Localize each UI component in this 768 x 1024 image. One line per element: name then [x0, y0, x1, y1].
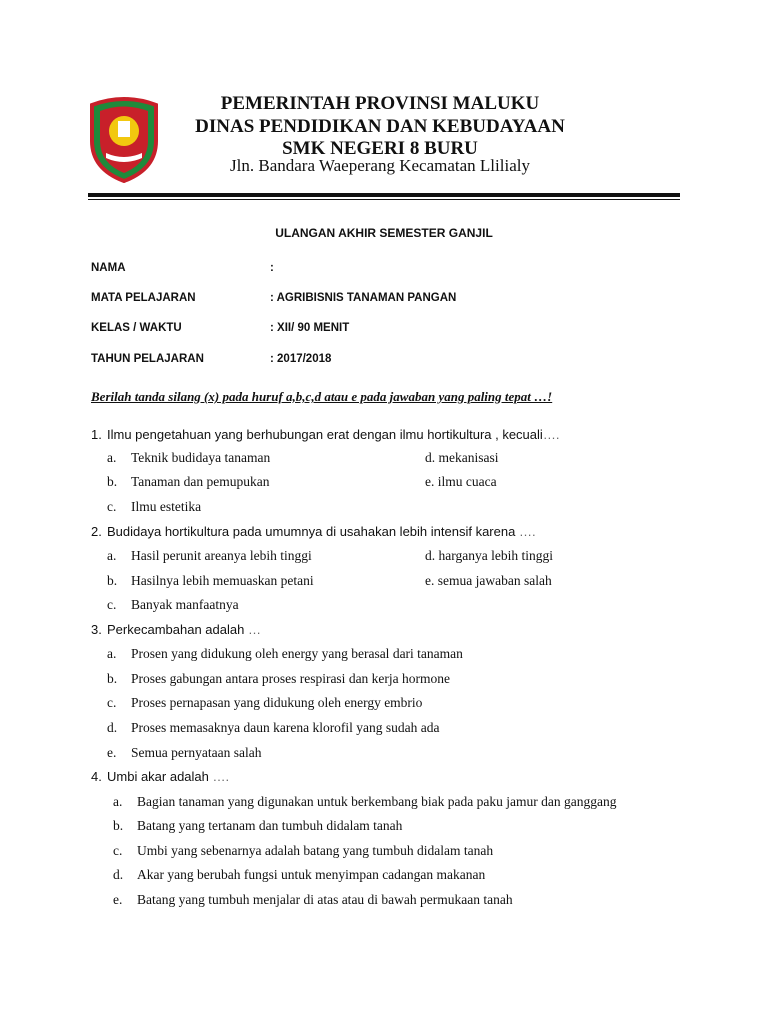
- q3-option-e[interactable]: [107, 745, 261, 761]
- q4-option-a[interactable]: [113, 794, 616, 810]
- q3-option-c[interactable]: [107, 695, 422, 711]
- info-label-subject: MATA PELAJARAN: [91, 292, 196, 304]
- option-letter: d.: [425, 548, 436, 563]
- option-text: ilmu cuaca: [437, 474, 497, 489]
- info-label-class-time: KELAS / WAKTU: [91, 322, 182, 334]
- info-label-school-year: TAHUN PELAJARAN: [91, 353, 204, 365]
- option-text: Proses pernapasan yang didukung oleh energy embrio: [131, 695, 423, 710]
- option-text: semua jawaban salah: [437, 573, 552, 588]
- header-school-name: SMK NEGERI 8 BURU: [282, 138, 478, 159]
- option-text: Bagian tanaman yang digunakan untuk berkembang biak pada paku jamur dan ganggang: [137, 794, 617, 809]
- option-text: Akar yang berubah fungsi untuk menyimpan cadangan makanan: [137, 867, 486, 882]
- option-letter: e.: [425, 573, 435, 588]
- info-value-name: :: [270, 262, 274, 274]
- question-text: Budidaya hortikultura pada umumnya di usahakan lebih intensif karena: [107, 524, 516, 539]
- q4-option-c[interactable]: [113, 843, 493, 859]
- option-text: Prosen yang didukung oleh energy yang berasal dari tanaman: [131, 646, 463, 661]
- option-letter: b.: [113, 818, 124, 833]
- header-address: Jln. Bandara Waeperang Kecamatan Llilialy: [230, 156, 530, 175]
- info-value-school-year: : 2017/2018: [270, 353, 332, 365]
- question-text: Ilmu pengetahuan yang berhubungan erat dengan ilmu hortikultura , kecuali: [107, 427, 543, 442]
- header-department: DINAS PENDIDIKAN DAN KEBUDAYAAN: [195, 116, 565, 137]
- option-letter: c.: [107, 499, 117, 514]
- option-text: Ilmu estetika: [131, 499, 202, 514]
- option-text: Batang yang tumbuh menjalar di atas atau di bawah permukaan tanah: [137, 892, 513, 907]
- q1-option-b[interactable]: [107, 474, 270, 490]
- question-dots: ….: [518, 524, 536, 539]
- q4-option-e[interactable]: [113, 892, 513, 908]
- option-letter: d.: [113, 867, 124, 882]
- question-dots: …: [247, 622, 261, 637]
- option-letter: a.: [107, 548, 117, 563]
- option-letter: e.: [107, 745, 117, 760]
- question-dots: ….: [212, 769, 230, 784]
- question-2: [91, 524, 536, 539]
- question-3: [91, 622, 261, 637]
- option-text: Hasil perunit areanya lebih tinggi: [131, 548, 312, 563]
- option-text: Banyak manfaatnya: [131, 597, 239, 612]
- question-text: Perkecambahan adalah: [107, 622, 245, 637]
- option-text: harganya lebih tinggi: [438, 548, 553, 563]
- question-number: 4.: [91, 769, 102, 784]
- option-text: Umbi yang sebenarnya adalah batang yang tumbuh didalam tanah: [137, 843, 494, 858]
- info-label-name: NAMA: [91, 262, 126, 274]
- question-dots: ….: [542, 427, 560, 442]
- option-letter: c.: [107, 597, 117, 612]
- option-letter: c.: [107, 695, 117, 710]
- q2-option-c[interactable]: [107, 597, 239, 613]
- option-text: Semua pernyataan salah: [131, 745, 262, 760]
- option-letter: a.: [107, 646, 117, 661]
- option-text: Teknik budidaya tanaman: [131, 450, 271, 465]
- q2-option-d[interactable]: [425, 548, 553, 564]
- q1-option-d[interactable]: [425, 450, 499, 466]
- info-value-class-time: : XII/ 90 MENIT: [270, 322, 350, 334]
- option-text: Hasilnya lebih memuaskan petani: [131, 573, 314, 588]
- option-letter: b.: [107, 474, 118, 489]
- q2-option-b[interactable]: [107, 573, 314, 589]
- q3-option-d[interactable]: [107, 720, 440, 736]
- option-text: Batang yang tertanam dan tumbuh didalam tanah: [137, 818, 403, 833]
- option-letter: a.: [113, 794, 123, 809]
- option-text: mekanisasi: [438, 450, 499, 465]
- q1-option-c[interactable]: [107, 499, 201, 515]
- exam-title: ULANGAN AKHIR SEMESTER GANJIL: [275, 226, 493, 240]
- info-value-subject: : AGRIBISNIS TANAMAN PANGAN: [270, 292, 457, 304]
- question-text: Umbi akar adalah: [107, 769, 209, 784]
- option-letter: c.: [113, 843, 123, 858]
- question-1: [91, 427, 559, 442]
- option-text: Tanaman dan pemupukan: [131, 474, 270, 489]
- header-province: PEMERINTAH PROVINSI MALUKU: [220, 93, 540, 114]
- option-letter: d.: [425, 450, 436, 465]
- option-letter: e.: [113, 892, 123, 907]
- q4-option-d[interactable]: [113, 867, 485, 883]
- option-letter: d.: [107, 720, 118, 735]
- header-divider-thin: [88, 199, 680, 200]
- question-4: [91, 769, 229, 784]
- header-divider-thick: [88, 193, 680, 197]
- question-number: 3.: [91, 622, 102, 637]
- q2-option-a[interactable]: [107, 548, 312, 564]
- q4-option-b[interactable]: [113, 818, 402, 834]
- option-letter: a.: [107, 450, 117, 465]
- exam-instruction: Berilah tanda silang (x) pada huruf a,b,c,d atau e pada jawaban yang paling tepat …!: [91, 389, 553, 404]
- option-letter: b.: [107, 573, 118, 588]
- q1-option-a[interactable]: [107, 450, 270, 466]
- q3-option-a[interactable]: [107, 646, 463, 662]
- q1-option-e[interactable]: [425, 474, 497, 490]
- option-letter: e.: [425, 474, 435, 489]
- question-number: 1.: [91, 427, 102, 442]
- province-emblem-logo: [88, 93, 160, 183]
- q3-option-b[interactable]: [107, 671, 450, 687]
- option-letter: b.: [107, 671, 118, 686]
- question-number: 2.: [91, 524, 102, 539]
- option-text: Proses gabungan antara proses respirasi dan kerja hormone: [131, 671, 451, 686]
- q2-option-e[interactable]: [425, 573, 552, 589]
- option-text: Proses memasaknya daun karena klorofil yang sudah ada: [131, 720, 440, 735]
